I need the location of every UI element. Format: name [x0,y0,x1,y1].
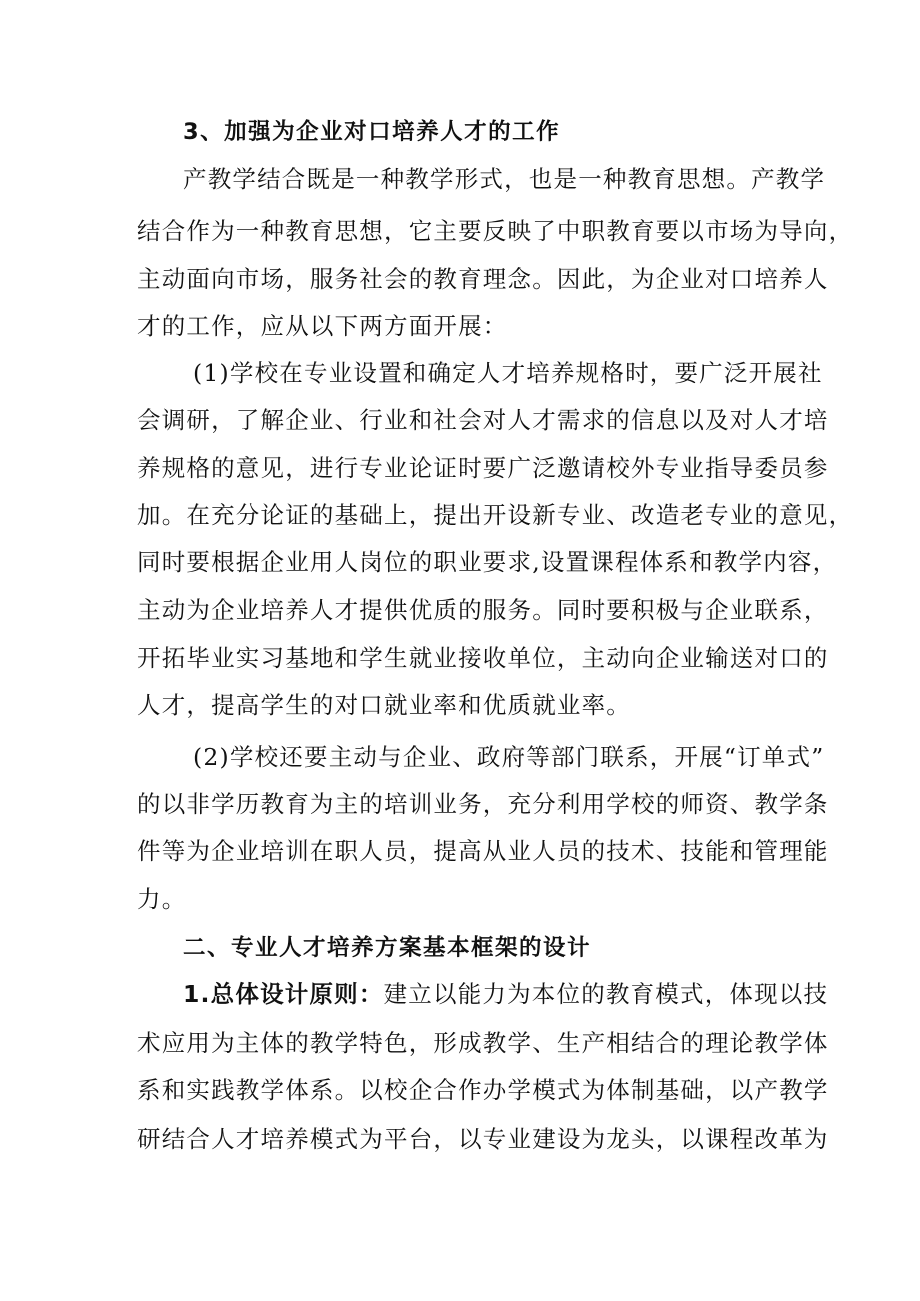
item-1-line: (1)学校在专业设置和确定人才培养规格时，要广泛开展社 [193,359,823,387]
item-2-line: 件等为企业培训在职人员，提高从业人员的技术、技能和管理能 [137,837,829,865]
item-1-line: 人才，提高学生的对口就业率和优质就业率。 [137,691,631,719]
item-1-line: 同时要根据企业用人岗位的职业要求,设置课程体系和教学内容， [137,548,838,576]
principle-line: 研结合人才培养模式为平台，以专业建设为龙头，以课程改革为 [137,1125,829,1153]
section-3-heading: 3、加强为企业对口培养人才的工作 [183,119,561,145]
paragraph-line: 产教学结合既是一种教学形式，也是一种教育思想。产教学 [183,165,826,193]
item-2-line: (2)学校还要主动与企业、政府等部门联系，开展“订单式” [193,743,825,771]
section-two-heading: 二、专业人才培养方案基本框架的设计 [183,935,592,961]
principle-label: 1.总体设计原则： [183,980,384,1008]
principle-first-line [183,979,843,1009]
item-1-line: 养规格的意见，进行专业论证时要广泛邀请校外专业指导委员参 [137,454,829,482]
principle-line: 术应用为主体的教学特色，形成教学、生产相结合的理论教学体 [137,1029,829,1057]
principle-line: 系和实践教学体系。以校企合作办学模式为体制基础，以产教学 [137,1076,829,1104]
item-2-line: 力。 [137,885,187,913]
paragraph-line: 主动面向市场，服务社会的教育理念。因此，为企业对口培养人 [137,265,829,293]
paragraph-line: 才的工作，应从以下两方面开展： [137,312,508,340]
paragraph-line: 结合作为一种教育思想，它主要反映了中职教育要以市场为导向， [137,217,854,245]
principle-text: 建立以能力为本位的教育模式，体现以技 [383,980,829,1008]
item-1-line: 开拓毕业实习基地和学生就业接收单位，主动向企业输送对口的 [137,644,829,672]
item-1-line: 加。在充分论证的基础上，提出开设新专业、改造老专业的意见， [137,501,854,529]
item-1-line: 会调研，了解企业、行业和社会对人才需求的信息以及对人才培 [137,406,829,434]
item-1-line: 主动为企业培养人才提供优质的服务。同时要积极与企业联系， [137,596,829,624]
item-2-line: 的以非学历教育为主的培训业务，充分利用学校的师资、教学条 [137,790,829,818]
